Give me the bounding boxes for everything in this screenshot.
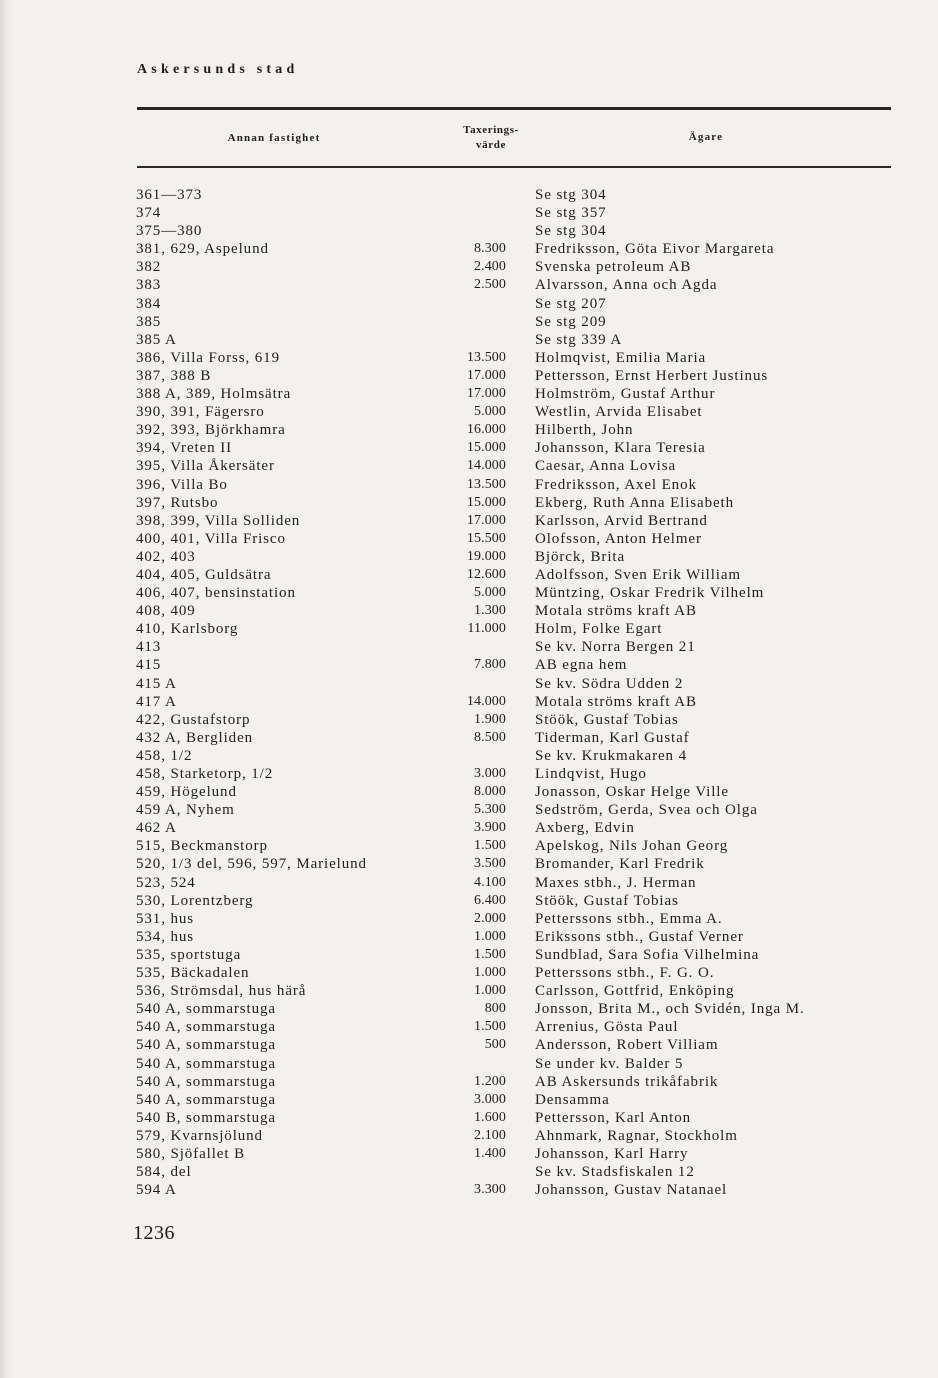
table-row (0, 620, 938, 638)
table-row (0, 855, 938, 873)
row-owner: Se stg 304 (535, 187, 607, 203)
row-property: 540 A, sommarstuga (136, 1037, 276, 1054)
row-property: 386, Villa Forss, 619 (136, 349, 280, 366)
row-assessed-value: 8.300 (474, 241, 506, 257)
row-property: 531, hus (136, 910, 195, 927)
table-row (0, 946, 938, 964)
table-row (0, 584, 938, 602)
row-assessed-value: 5.000 (474, 585, 506, 601)
row-property: 540 A, sommarstuga (136, 1055, 276, 1072)
table-row (0, 656, 938, 674)
row-owner: Müntzing, Oskar Fredrik Vilhelm (535, 585, 765, 602)
row-property: 462 A (136, 820, 177, 837)
row-property: 385 (136, 313, 162, 330)
row-owner: Tiderman, Karl Gustaf (535, 729, 690, 746)
table-row (0, 819, 938, 837)
row-owner: Svenska petroleum AB (535, 259, 692, 276)
table-row (0, 675, 938, 693)
row-property: 381, 629, Aspelund (136, 241, 269, 258)
table-row (0, 1036, 938, 1054)
row-owner: Se stg 339 A (535, 331, 623, 348)
row-owner: Se stg 304 (535, 223, 607, 240)
register-table (0, 186, 938, 1199)
table-row (0, 1109, 938, 1127)
row-assessed-value: 15.500 (466, 530, 506, 546)
row-assessed-value: 13.500 (466, 476, 506, 492)
row-owner: Johansson, Gustav Natanael (535, 1182, 728, 1199)
table-row (0, 222, 938, 240)
row-assessed-value: 19.000 (466, 548, 506, 564)
row-owner: Fredriksson, Göta Eivor Margareta (535, 241, 775, 258)
table-row (0, 783, 938, 801)
column-header-value-line2: värde (476, 139, 506, 151)
row-assessed-value: 1.000 (474, 928, 506, 944)
table-row (0, 1127, 938, 1145)
table-row (0, 512, 938, 530)
row-owner: Olofsson, Anton Helmer (535, 530, 702, 547)
row-property: 374 (136, 205, 162, 222)
page-number: 1236 (133, 1222, 175, 1244)
row-assessed-value: 12.600 (466, 566, 506, 582)
row-property: 394, Vreten II (136, 440, 232, 457)
row-assessed-value: 4.100 (474, 874, 506, 890)
row-assessed-value: 17.000 (466, 386, 506, 402)
row-property: 413 (136, 639, 162, 656)
table-row (0, 258, 938, 276)
table-row (0, 566, 938, 584)
row-property: 396, Villa Bo (136, 476, 228, 493)
row-owner: Andersson, Robert Villiam (535, 1037, 719, 1054)
row-assessed-value: 14.000 (466, 458, 506, 474)
row-owner: Johansson, Karl Harry (535, 1145, 689, 1162)
row-owner: Motala ströms kraft AB (535, 603, 697, 620)
row-assessed-value: 3.900 (474, 820, 506, 836)
row-property: 540 A, sommarstuga (136, 1091, 276, 1108)
row-property: 535, Bäckadalen (136, 965, 250, 982)
table-row (0, 729, 938, 747)
row-property: 400, 401, Villa Frisco (136, 530, 286, 547)
table-row (0, 186, 938, 204)
row-property: 385 A (136, 331, 177, 348)
table-row (0, 1018, 938, 1036)
row-owner: AB egna hem (535, 657, 628, 674)
table-row (0, 421, 938, 439)
table-row (0, 313, 938, 331)
row-property: 384 (136, 295, 162, 312)
row-owner: Caesar, Anna Lovisa (535, 458, 677, 475)
row-owner: Se kv. Norra Bergen 21 (535, 639, 696, 656)
row-assessed-value: 1.900 (474, 711, 506, 727)
row-property: 382 (136, 259, 162, 276)
row-property: 458, Starketorp, 1/2 (136, 766, 274, 782)
row-assessed-value: 15.000 (466, 494, 506, 510)
table-row (0, 982, 938, 1000)
table-row (0, 1073, 938, 1091)
table-row (0, 1091, 938, 1109)
row-owner: Maxes stbh., J. Herman (535, 874, 697, 891)
row-assessed-value: 1.000 (474, 983, 506, 999)
row-assessed-value: 7.800 (474, 657, 506, 673)
column-header-owner: Ägare (688, 131, 724, 143)
row-property: 579, Kvarnsjölund (136, 1127, 263, 1144)
row-owner: Lindqvist, Hugo (535, 766, 647, 782)
table-row (0, 1181, 938, 1199)
row-owner: Erikssons stbh., Gustaf Verner (535, 928, 744, 945)
table-row (0, 765, 938, 783)
row-property: 404, 405, Guldsätra (136, 566, 272, 583)
table-row (0, 910, 938, 928)
row-owner: Se kv. Krukmakaren 4 (535, 747, 687, 764)
row-assessed-value: 1.600 (474, 1109, 506, 1125)
row-owner: Fredriksson, Axel Enok (535, 476, 697, 493)
row-property: 417 A (136, 693, 177, 710)
table-row (0, 276, 938, 294)
table-row (0, 837, 938, 855)
row-owner: Bromander, Karl Fredrik (535, 856, 705, 873)
row-property: 422, Gustafstorp (136, 711, 251, 728)
row-property: 392, 393, Björkhamra (136, 422, 286, 439)
row-assessed-value: 14.000 (466, 693, 506, 709)
row-property: 540 A, sommarstuga (136, 1073, 276, 1090)
row-assessed-value: 2.400 (474, 259, 506, 275)
table-row (0, 204, 938, 222)
row-property: 415 (136, 657, 162, 674)
row-owner: Motala ströms kraft AB (535, 693, 697, 710)
column-header-property: Annan fastighet (227, 132, 321, 144)
row-property: 535, sportstuga (136, 946, 242, 963)
row-property: 534, hus (136, 928, 195, 945)
row-property: 390, 391, Fägersro (136, 404, 265, 421)
row-assessed-value: 6.400 (474, 892, 506, 908)
row-property: 580, Sjöfallet B (136, 1145, 245, 1162)
row-owner: Sedström, Gerda, Svea och Olga (535, 802, 758, 819)
table-row (0, 693, 938, 711)
row-assessed-value: 11.000 (467, 621, 506, 637)
row-owner: Pettersson, Karl Anton (535, 1109, 692, 1126)
row-owner: Ekberg, Ruth Anna Elisabeth (535, 494, 734, 511)
row-assessed-value: 1.000 (474, 965, 506, 981)
table-row (0, 295, 938, 313)
row-property: 383 (136, 277, 162, 294)
row-owner: Se kv. Stadsfiskalen 12 (535, 1164, 695, 1181)
row-owner: Karlsson, Arvid Bertrand (535, 512, 708, 529)
row-assessed-value: 2.000 (474, 910, 506, 926)
row-assessed-value: 17.000 (466, 367, 506, 383)
row-owner: Holmqvist, Emilia Maria (535, 349, 707, 366)
page-heading: Askersunds stad (137, 62, 299, 77)
table-row (0, 874, 938, 892)
row-owner: Alvarsson, Anna och Agda (535, 277, 718, 294)
row-property: 408, 409 (136, 603, 196, 620)
row-property: 459 A, Nyhem (136, 802, 235, 819)
row-property: 523, 524 (136, 874, 196, 891)
row-owner: Se stg 209 (535, 313, 607, 330)
row-property: 410, Karlsborg (136, 621, 239, 638)
table-row (0, 1145, 938, 1163)
table-row (0, 476, 938, 494)
header-bottom-rule (137, 166, 891, 168)
row-assessed-value: 16.000 (466, 422, 506, 438)
row-assessed-value: 3.000 (474, 766, 506, 781)
row-owner: Se stg 207 (535, 295, 607, 312)
row-assessed-value: 17.000 (466, 512, 506, 528)
table-row (0, 494, 938, 512)
row-owner: Westlin, Arvida Elisabet (535, 404, 703, 421)
row-owner: Stöök, Gustaf Tobias (535, 892, 679, 909)
row-owner: Se under kv. Balder 5 (535, 1055, 684, 1072)
row-property: 584, del (136, 1164, 192, 1181)
row-property: 387, 388 B (136, 367, 212, 384)
table-row (0, 1055, 938, 1073)
table-row (0, 240, 938, 258)
row-assessed-value: 5.300 (474, 802, 506, 818)
row-property: 540 B, sommarstuga (136, 1109, 276, 1126)
row-owner: Apelskog, Nils Johan Georg (535, 838, 729, 855)
row-assessed-value: 3.500 (474, 856, 506, 872)
table-row (0, 1000, 938, 1018)
row-property: 397, Rutsbo (136, 494, 219, 511)
table-row (0, 548, 938, 566)
row-assessed-value: 3.000 (474, 1091, 506, 1107)
row-property: 515, Beckmanstorp (136, 838, 268, 855)
row-owner: Pettersson, Ernst Herbert Justinus (535, 367, 769, 384)
row-property: 459, Högelund (136, 784, 237, 801)
row-property: 361—373 (136, 187, 203, 203)
row-owner: Holmström, Gustaf Arthur (535, 386, 716, 403)
row-property: 406, 407, bensinstation (136, 585, 296, 602)
table-row (0, 385, 938, 403)
table-row (0, 457, 938, 475)
row-owner: Adolfsson, Sven Erik William (535, 566, 741, 583)
row-assessed-value: 1.200 (474, 1073, 506, 1089)
row-owner: Petterssons stbh., Emma A. (535, 910, 723, 927)
row-assessed-value: 500 (484, 1037, 506, 1053)
row-owner: Se stg 357 (535, 205, 607, 222)
row-property: 530, Lorentzberg (136, 892, 254, 909)
row-assessed-value: 2.500 (474, 277, 506, 293)
row-property: 458, 1/2 (136, 747, 193, 764)
table-row (0, 964, 938, 982)
row-property: 520, 1/3 del, 596, 597, Marielund (136, 856, 367, 873)
row-owner: Björck, Brita (535, 548, 626, 565)
row-owner: Densamma (535, 1091, 610, 1108)
header-top-rule (137, 107, 891, 110)
table-row (0, 439, 938, 457)
row-owner: AB Askersunds trikåfabrik (535, 1073, 719, 1090)
row-owner: Jonasson, Oskar Helge Ville (535, 784, 729, 801)
table-row (0, 1163, 938, 1181)
row-owner: Carlsson, Gottfrid, Enköping (535, 983, 735, 1000)
row-owner: Sundblad, Sara Sofia Vilhelmina (535, 946, 760, 963)
row-assessed-value: 1.500 (474, 946, 506, 962)
row-property: 540 A, sommarstuga (136, 1019, 276, 1036)
row-property: 395, Villa Åkersäter (136, 458, 275, 475)
row-assessed-value: 13.500 (466, 349, 506, 365)
row-owner: Holm, Folke Egart (535, 621, 663, 638)
row-owner: Stöök, Gustaf Tobias (535, 711, 679, 728)
row-assessed-value: 1.400 (474, 1145, 506, 1161)
table-row (0, 331, 938, 349)
row-property: 594 A (136, 1182, 177, 1199)
table-row (0, 349, 938, 367)
row-owner: Ahnmark, Ragnar, Stockholm (535, 1127, 738, 1144)
table-row (0, 747, 938, 765)
row-assessed-value: 8.000 (474, 784, 506, 800)
row-property: 402, 403 (136, 548, 196, 565)
table-row (0, 602, 938, 620)
row-assessed-value: 800 (484, 1001, 506, 1017)
row-owner: Jonsson, Brita M., och Svidén, Inga M. (535, 1001, 805, 1018)
row-assessed-value: 5.000 (474, 404, 506, 420)
row-assessed-value: 1.500 (474, 1019, 506, 1035)
row-assessed-value: 8.500 (474, 729, 506, 745)
row-assessed-value: 1.500 (474, 838, 506, 854)
table-row (0, 367, 938, 385)
row-property: 415 A (136, 675, 177, 692)
row-property: 388 A, 389, Holmsätra (136, 386, 292, 403)
table-row (0, 928, 938, 946)
table-row (0, 892, 938, 910)
row-property: 540 A, sommarstuga (136, 1001, 276, 1018)
row-owner: Petterssons stbh., F. G. O. (535, 965, 715, 982)
table-row (0, 638, 938, 656)
table-row (0, 711, 938, 729)
row-owner: Hilberth, John (535, 422, 634, 439)
table-row (0, 403, 938, 421)
row-assessed-value: 3.300 (474, 1182, 506, 1198)
row-owner: Se kv. Södra Udden 2 (535, 675, 684, 692)
row-assessed-value: 1.300 (474, 603, 506, 619)
row-property: 398, 399, Villa Solliden (136, 512, 301, 529)
column-header-value-line1: Taxerings- (463, 124, 519, 136)
row-owner: Arrenius, Gösta Paul (535, 1019, 679, 1036)
table-row (0, 801, 938, 819)
row-owner: Johansson, Klara Teresia (535, 440, 706, 457)
row-owner: Axberg, Edvin (535, 820, 635, 837)
row-assessed-value: 15.000 (466, 440, 506, 456)
row-property: 375—380 (136, 223, 203, 240)
row-property: 536, Strömsdal, hus härå (136, 983, 307, 1000)
row-property: 432 A, Bergliden (136, 729, 254, 746)
table-row (0, 530, 938, 548)
row-assessed-value: 2.100 (474, 1127, 506, 1143)
